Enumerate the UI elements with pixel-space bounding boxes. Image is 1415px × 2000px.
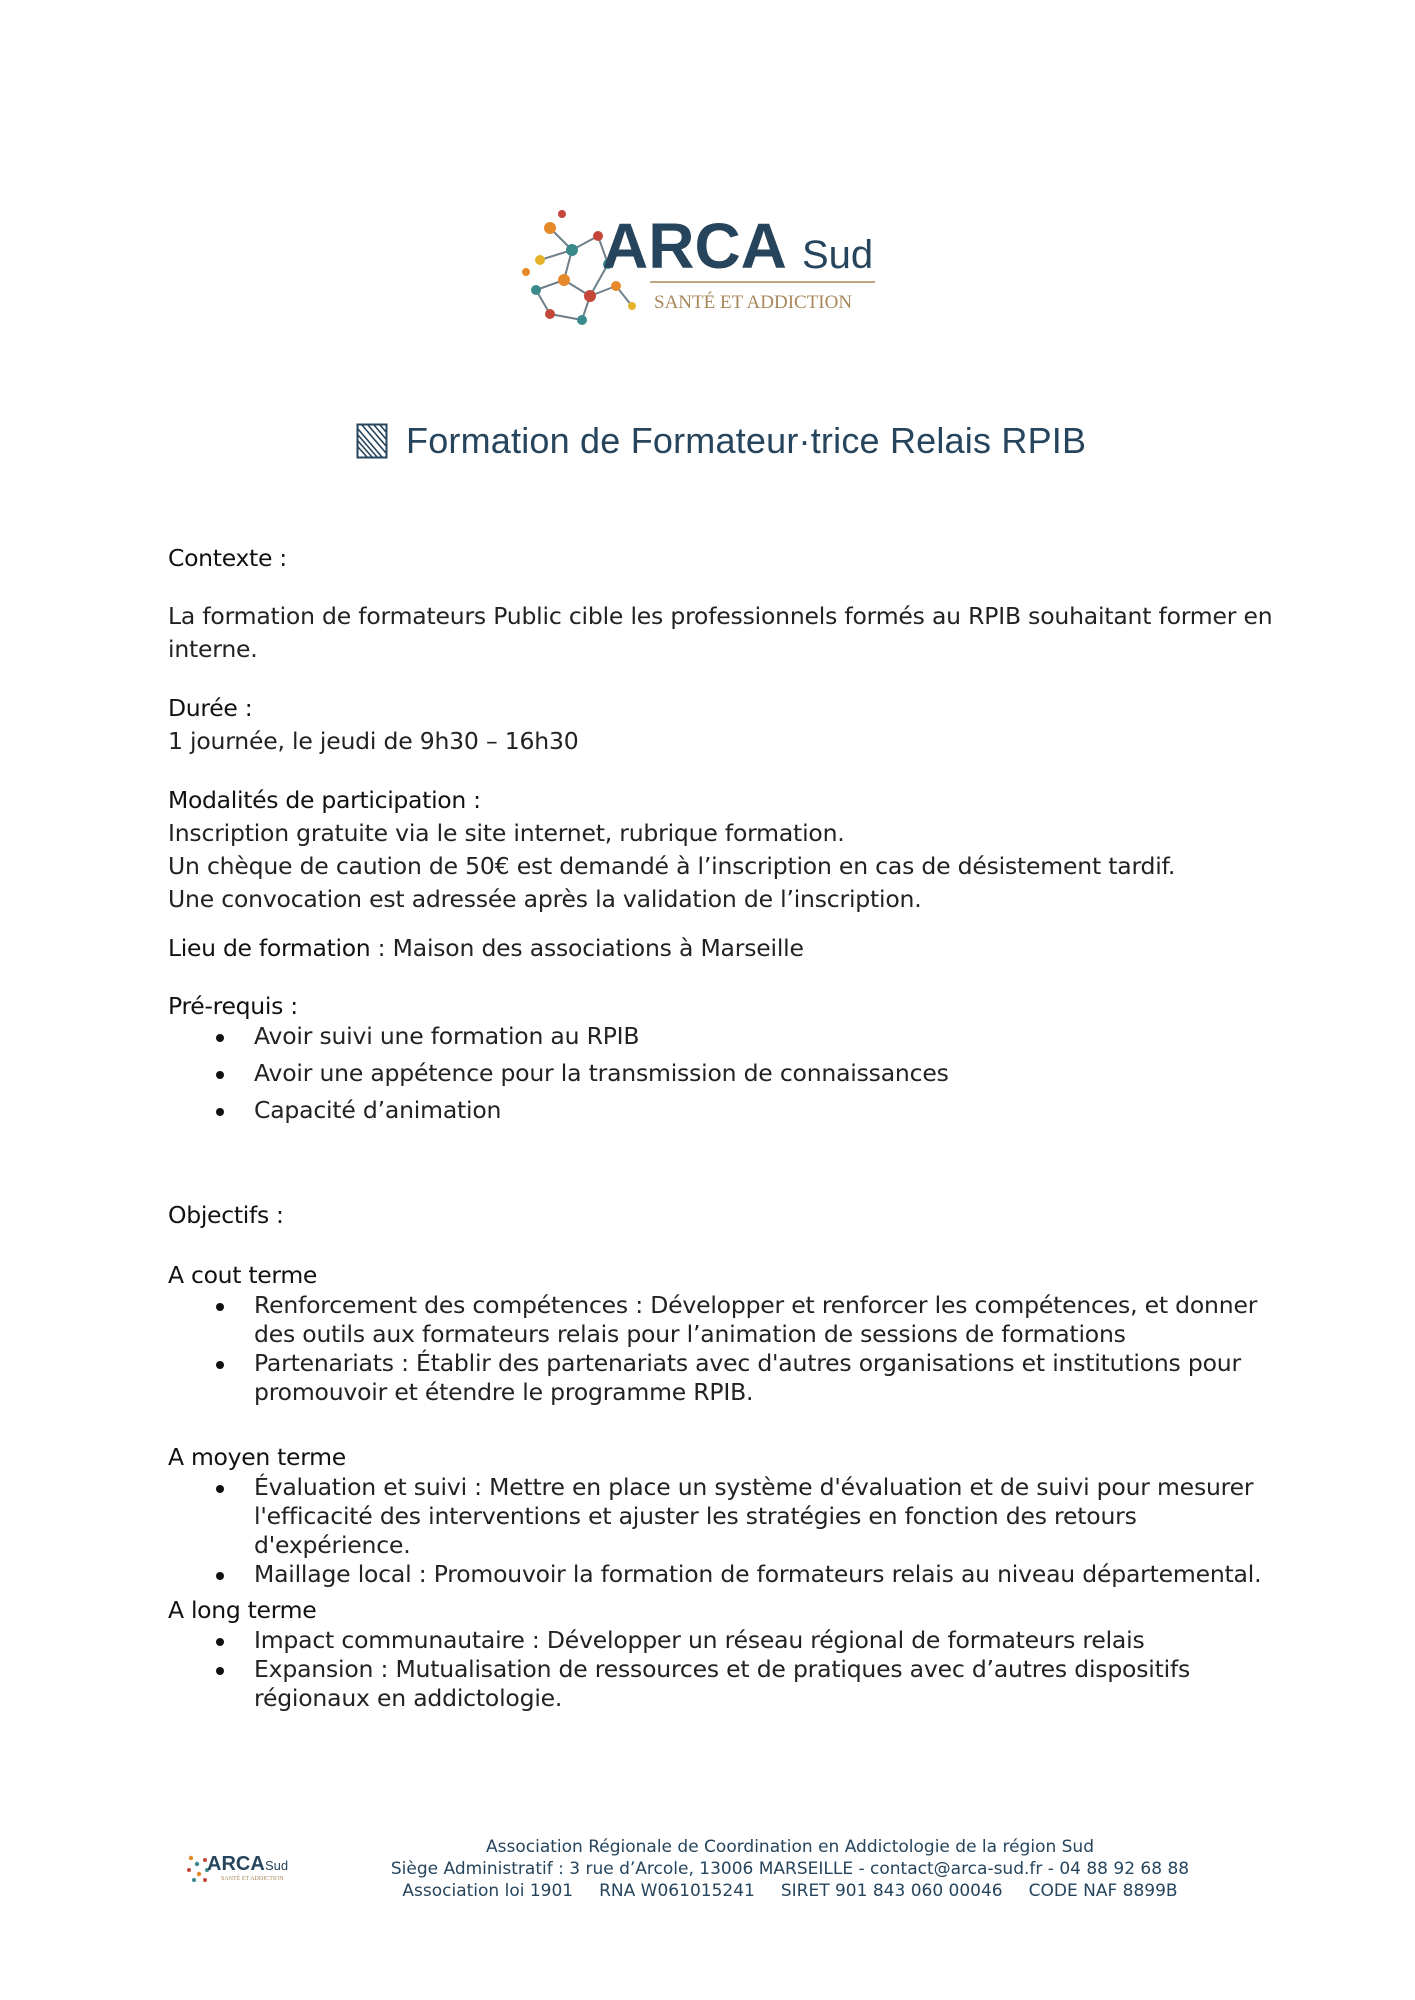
title-row <box>356 416 1086 466</box>
contexte-line-2: interne. <box>168 635 258 663</box>
objectifs-heading: Objectifs : <box>168 1201 284 1229</box>
footer <box>380 1836 1200 1902</box>
prerequis-list <box>168 1018 1268 1129</box>
logo-suffix: Sud <box>802 233 874 277</box>
page-title: Formation de Formateur·trice Relais RPIB <box>406 420 1087 461</box>
lieu-heading: Lieu de formation <box>168 934 371 962</box>
duree-heading: Durée : <box>168 694 253 722</box>
court-list <box>168 1291 1268 1407</box>
list-item: Capacité d’animation <box>168 1092 1268 1129</box>
long-list <box>168 1626 1268 1713</box>
modalites-heading: Modalités de participation : <box>168 786 481 814</box>
footer-line-1: Association Régionale de Coordination en Addictologie de la région Sud <box>486 1837 1094 1857</box>
list-item: Partenariats : Établir des partenariats avec d'autres organisations et institutions pour promouvoir et étendre le programme RPIB. <box>168 1349 1268 1407</box>
lieu-line <box>168 932 804 965</box>
list-item: Expansion : Mutualisation de ressources et de pratiques avec d’autres dispositifs régionaux en addictologie. <box>168 1655 1268 1713</box>
modalites-line-3: Une convocation est adressée après la validation de l’inscription. <box>168 885 922 913</box>
list-item: Impact communautaire : Développer un réseau régional de formateurs relais <box>168 1626 1268 1655</box>
contexte-heading: Contexte : <box>168 544 287 572</box>
footer-logo-suffix: Sud <box>265 1858 289 1873</box>
arca-sud-logo <box>490 178 920 358</box>
footer-naf: CODE NAF 8899B <box>1028 1881 1178 1901</box>
footer-association: Association loi 1901 <box>402 1881 574 1901</box>
list-item: Avoir suivi une formation au RPIB <box>168 1018 1268 1055</box>
moyen-list <box>168 1473 1268 1589</box>
footer-logo-name: ARCA <box>207 1853 265 1875</box>
lieu-text: : Maison des associations à Marseille <box>370 934 804 962</box>
modalites-line-2: Un chèque de caution de 50€ est demandé à l’inscription en cas de désistement tardif. <box>168 852 1176 880</box>
long-heading: A long terme <box>168 1596 317 1624</box>
logo-name: ARCA <box>602 210 787 282</box>
footer-siret: SIRET 901 843 060 00046 <box>780 1881 1003 1901</box>
duree-text: 1 journée, le jeudi de 9h30 – 16h30 <box>168 727 579 755</box>
footer-logo <box>183 1846 298 1890</box>
footer-network-icon <box>187 1856 209 1882</box>
list-item: Évaluation et suivi : Mettre en place un système d'évaluation et de suivi pour mesurer l'efficacité des interventions et ajuster les stratégies en fonction des retours d'expérience. <box>168 1473 1268 1560</box>
document-hatched-icon <box>356 423 388 459</box>
modalites-line-1: Inscription gratuite via le site internet, rubrique formation. <box>168 819 845 847</box>
footer-rna: RNA W061015241 <box>599 1881 755 1901</box>
list-item: Avoir une appétence pour la transmission de connaissances <box>168 1055 1268 1092</box>
logo-tagline: SANTÉ ET ADDICTION <box>654 292 853 313</box>
court-heading: A cout terme <box>168 1261 318 1289</box>
list-item: Maillage local : Promouvoir la formation de formateurs relais au niveau départemental. <box>168 1560 1268 1589</box>
footer-logo-tagline: SANTÉ ET ADDICTION <box>221 1876 284 1882</box>
list-item: Renforcement des compétences : Développer et renforcer les compétences, et donner des outils aux formateurs relais pour l’animation de sessions de formations <box>168 1291 1268 1349</box>
moyen-heading: A moyen terme <box>168 1443 346 1471</box>
footer-line-2: Siège Administratif : 3 rue d’Arcole, 13006 MARSEILLE - contact@arca-sud.fr - 04 88 92 68 88 <box>390 1859 1190 1879</box>
footer-line-3 <box>380 1880 1200 1902</box>
prerequis-heading: Pré-requis : <box>168 992 298 1020</box>
contexte-line-1: La formation de formateurs Public cible les professionnels formés au RPIB souhaitant former en <box>168 602 1273 630</box>
